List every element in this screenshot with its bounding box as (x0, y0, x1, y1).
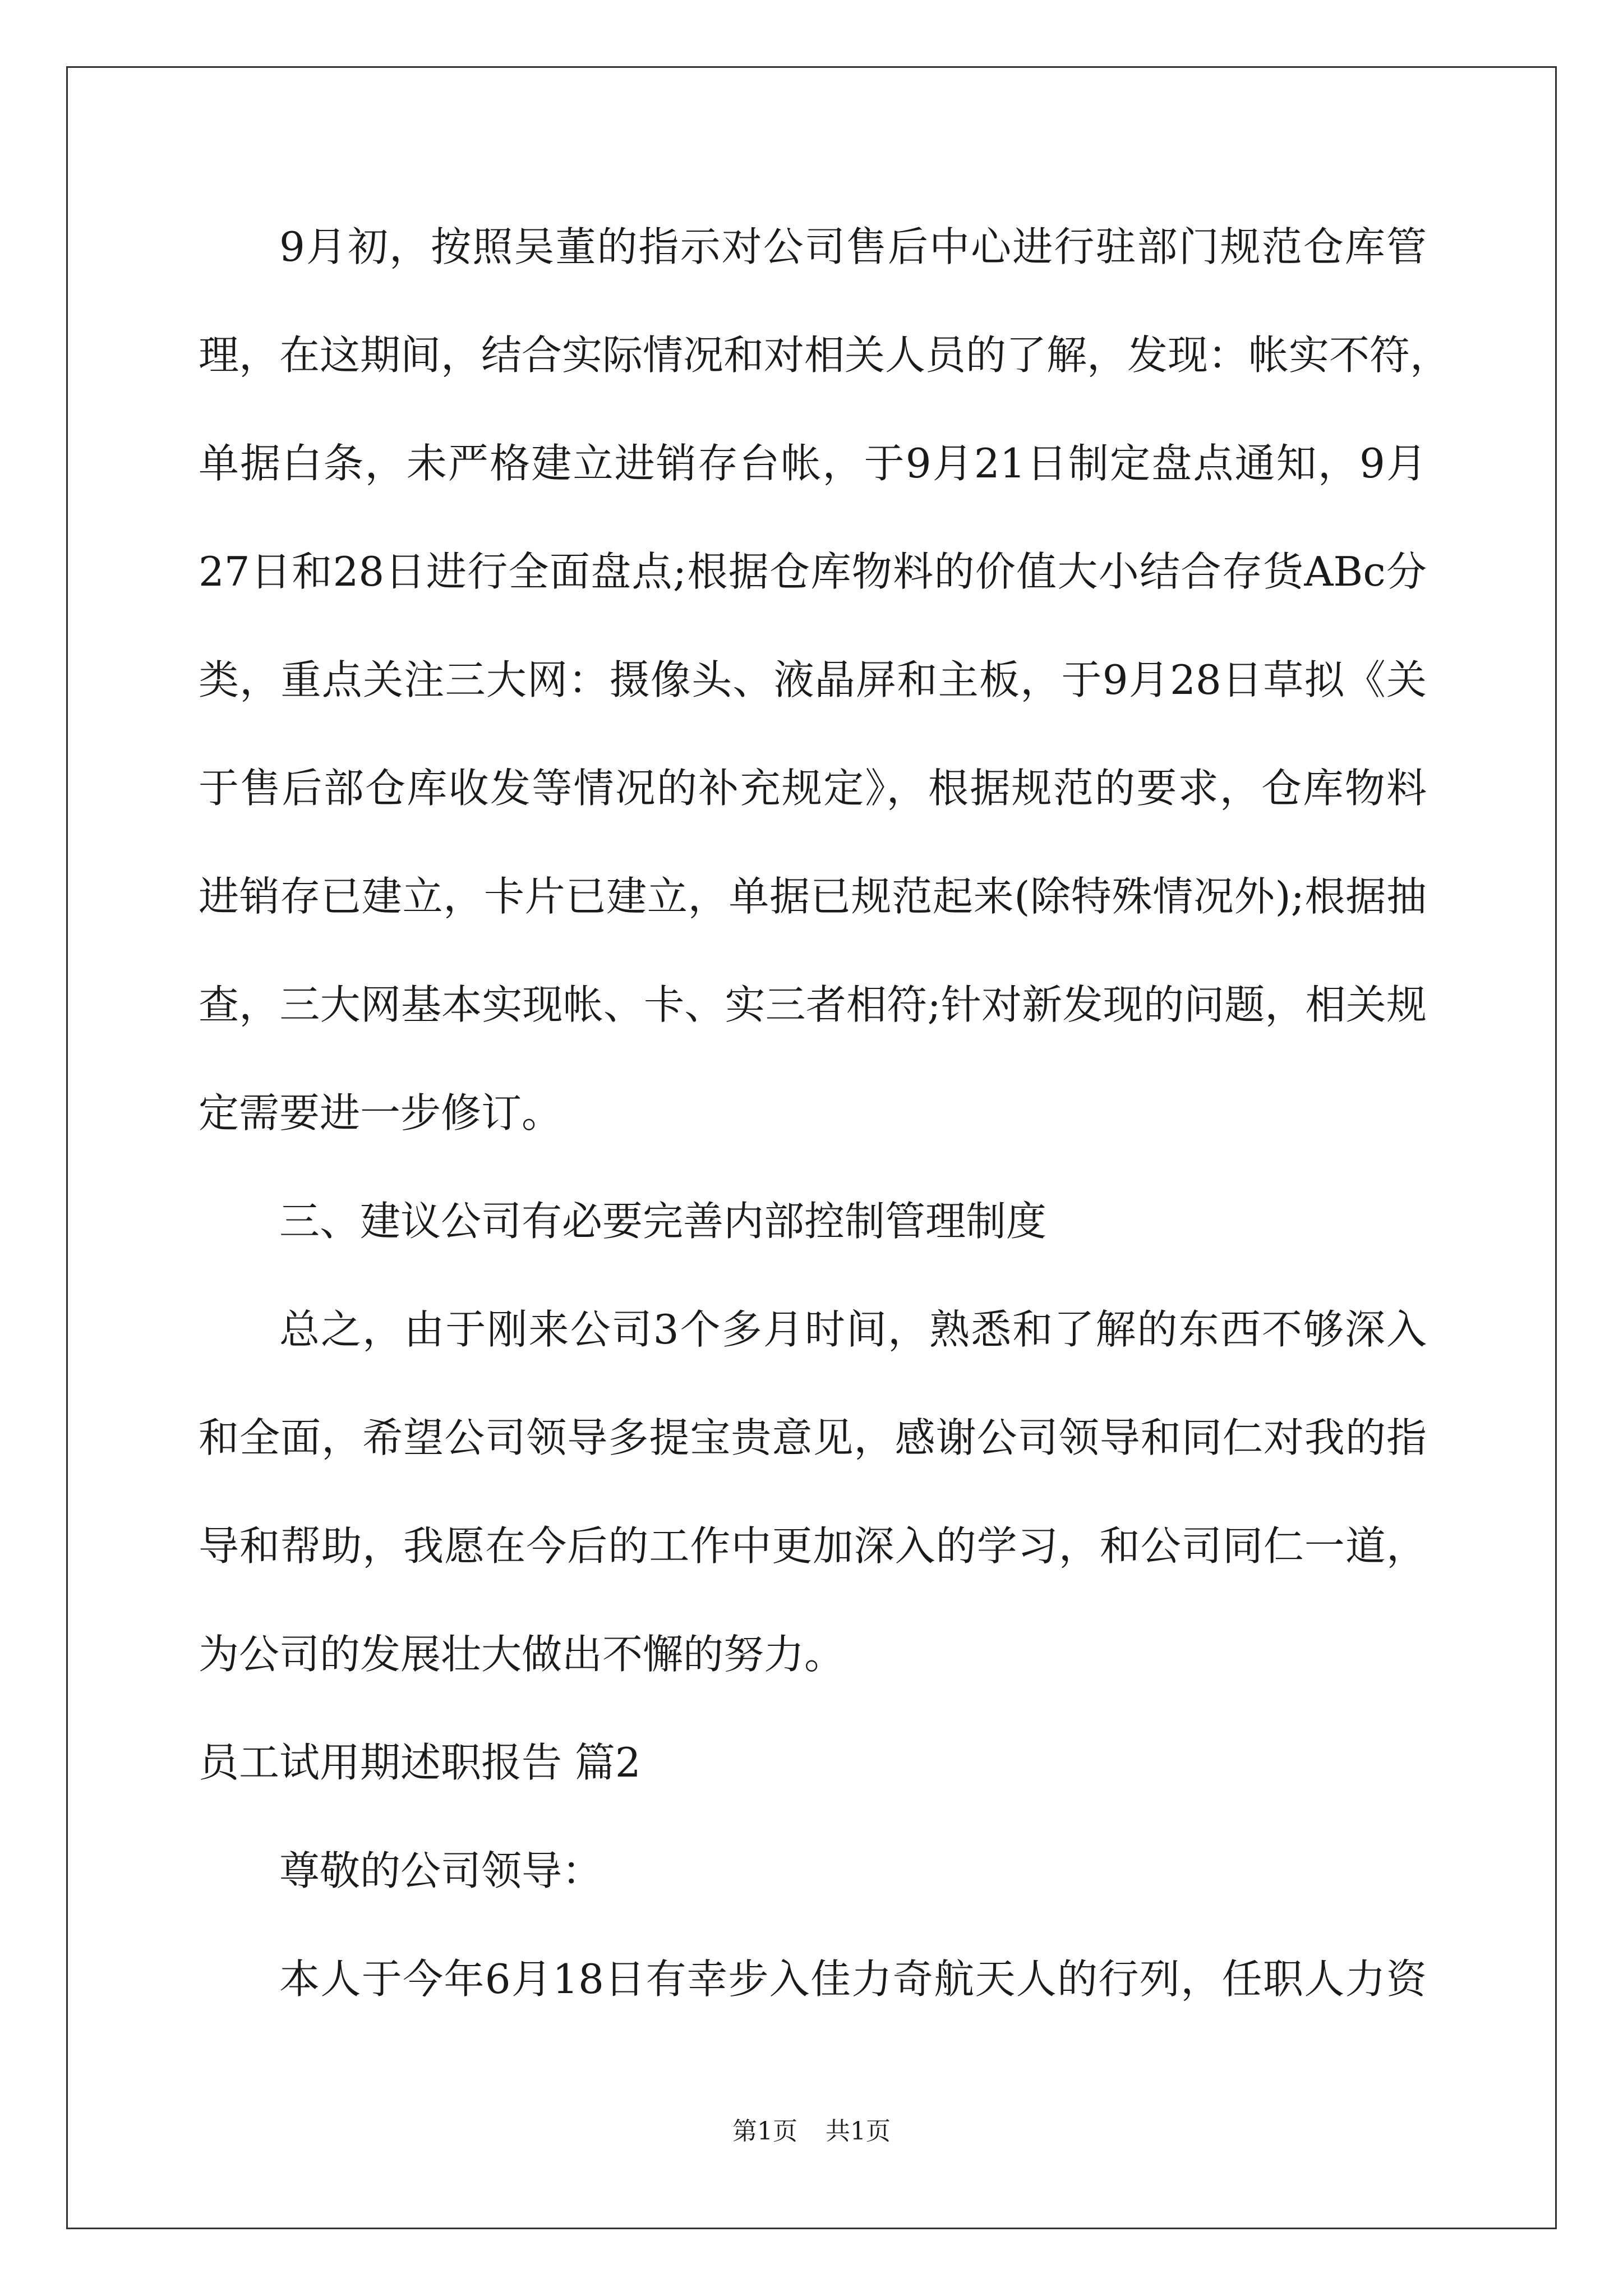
paragraph-line-12: 和全面，希望公司领导多提宝贵意见，感谢公司领导和同仁对我的指 (199, 1414, 1427, 1461)
paragraph-line-9: 定需要进一步修订。 (199, 1089, 562, 1137)
paragraph-line-8: 查，三大网基本实现帐、卡、实三者相符;针对新发现的问题，相关规 (199, 981, 1427, 1028)
paragraph-line-6: 于售后部仓库收发等情况的补充规定》，根据规范的要求，仓库物料 (199, 765, 1427, 812)
document-body (199, 220, 1451, 2060)
paragraph-line-1: 9月初，按照吴董的指示对公司售后中心进行驻部门规范仓库管 (279, 223, 1427, 270)
paragraph-line-17: 本人于今年6月18日有幸步入佳力奇航天人的行列，任职人力资 (279, 1955, 1427, 2003)
page-number-current: 第1页 (732, 2117, 797, 2146)
paragraph-line-4: 27日和28日进行全面盘点;根据仓库物料的价值大小结合存货ABc分 (199, 548, 1427, 595)
paragraph-line-7: 进销存已建立，卡片已建立，单据已规范起来(除特殊情况外);根据抽 (199, 873, 1427, 920)
paragraph-line-5: 类，重点关注三大网：摄像头、液晶屏和主板，于9月28日草拟《关 (199, 656, 1427, 703)
page-number-total: 共1页 (826, 2117, 891, 2146)
section-heading: 三、建议公司有必要完善内部控制管理制度 (279, 1198, 1047, 1245)
paragraph-line-14: 为公司的发展壮大做出不懈的努力。 (199, 1631, 845, 1678)
page-footer (0, 2116, 1623, 2147)
paragraph-line-11: 总之，由于刚来公司3个多月时间，熟悉和了解的东西不够深入 (279, 1306, 1427, 1353)
report-title: 员工试用期述职报告 篇2 (199, 1739, 641, 1786)
salutation: 尊敬的公司领导： (279, 1847, 603, 1894)
paragraph-line-2: 理，在这期间，结合实际情况和对相关人员的了解，发现：帐实不符， (199, 332, 1451, 379)
paragraph-line-3: 单据白条，未严格建立进销存台帐，于9月21日制定盘点通知，9月 (199, 440, 1427, 487)
paragraph-line-13: 导和帮助，我愿在今后的工作中更加深入的学习，和公司同仁一道， (199, 1522, 1427, 1570)
